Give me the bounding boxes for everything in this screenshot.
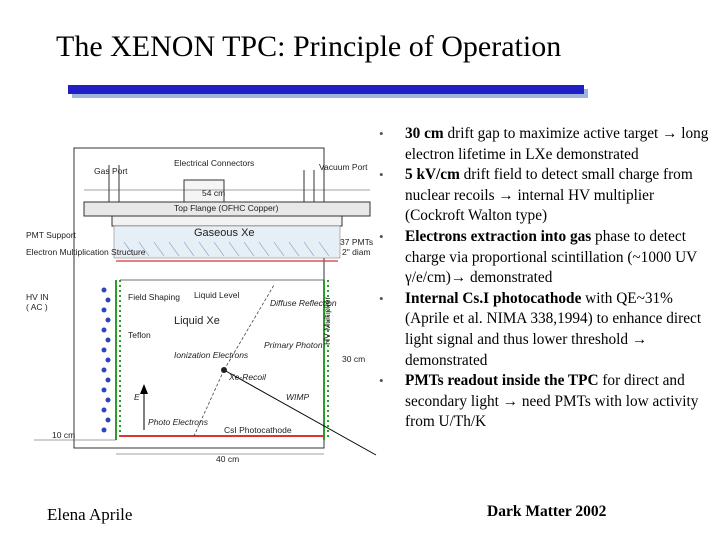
label-csi-photocathode: CsI Photocathode — [224, 425, 292, 435]
bullet-text: with QE~31% (Aprile et al. NIMA 338,1994) to enhance direct light signal and thus lower threshold → demonstrated — [405, 289, 702, 369]
label-pmt-support: PMT Support — [26, 230, 76, 240]
label-teflon: Teflon — [128, 330, 151, 340]
bullet-bold: Internal Cs.I photocathode — [405, 289, 582, 307]
bullet-dot: • — [379, 290, 384, 306]
label-primary-photon: Primary Photon — [264, 340, 323, 350]
label-gas-port: Gas Port — [94, 166, 128, 176]
label-liquid-level: Liquid Level — [194, 290, 240, 300]
bullet-dot: • — [379, 228, 384, 244]
label-diffuse-reflection: Diffuse Reflection — [270, 298, 337, 308]
label-xe-recoil: Xe-Recoil — [229, 372, 266, 382]
slide-title: The XENON TPC: Principle of Operation — [56, 30, 562, 63]
tpc-diagram — [24, 140, 380, 465]
bullet-bold: 30 cm — [405, 125, 444, 142]
bullet-dot: • — [379, 373, 384, 389]
bullet-list — [379, 124, 709, 433]
footer-event: Dark Matter 2002 — [487, 503, 607, 520]
bullet-text: phase to detect charge via proportional scintillation (~1000 UV γ/e/cm)→ demonstrated — [405, 227, 697, 287]
label-electron-multiplication: Electron Multiplication Structure — [26, 247, 146, 257]
bullet-dot: • — [379, 167, 384, 183]
bullet-item — [379, 165, 709, 227]
label-dim-10: 10 cm — [52, 430, 76, 440]
label-top-flange: Top Flange (OFHC Copper) — [174, 203, 279, 213]
label-ionization-electrons: Ionization Electrons — [174, 350, 249, 360]
label-liquid-xe: Liquid Xe — [174, 315, 220, 327]
label-vacuum-port: Vacuum Port — [319, 162, 368, 172]
bullet-item — [379, 371, 709, 433]
bullet-bold: PMTs readout inside the TPC — [405, 372, 599, 390]
bullet-text: drift gap to maximize active target → long electron lifetime in LXe demonstrated — [405, 125, 709, 163]
label-gaseous-xe: Gaseous Xe — [194, 227, 255, 239]
label-electrical-connectors: Electrical Connectors — [174, 158, 255, 168]
label-wimp: WIMP — [286, 392, 310, 402]
bullet-item — [379, 227, 709, 289]
bullet-item — [379, 124, 709, 165]
bullet-item — [379, 289, 709, 371]
label-dim-30: 30 cm — [342, 354, 366, 364]
bullet-text: for direct and secondary light → need PMTs with low activity from U/Th/K — [405, 372, 699, 431]
label-pmt-diam: 2" diam — [342, 247, 371, 257]
hv-multiplier-beads — [102, 288, 111, 433]
label-dim-54: 54 cm — [202, 188, 226, 198]
bullet-text: drift field to detect small charge from nuclear recoils → internal HV multiplier (Cockroft Walton type) — [405, 166, 693, 225]
xe-recoil-point — [221, 367, 227, 373]
bullet-bold: Electrons extraction into gas — [405, 227, 592, 245]
label-photo-electrons: Photo Electrons — [148, 417, 209, 427]
label-hv-in: HV IN — [26, 292, 49, 302]
wimp-track — [224, 370, 376, 455]
label-ac: ( AC ) — [26, 302, 48, 312]
label-dim-40: 40 cm — [216, 454, 240, 464]
bullet-bold: 5 kV/cm — [405, 166, 460, 184]
label-37-pmts: 37 PMTs — [340, 237, 374, 247]
label-hv-multiplier: HV Multiplier — [322, 296, 332, 345]
label-e-field: E — [134, 392, 140, 402]
footer-author: Elena Aprile — [47, 505, 133, 524]
label-field-shaping: Field Shaping — [128, 292, 180, 302]
title-underline-bar — [68, 85, 584, 94]
bullet-dot: • — [379, 126, 384, 141]
